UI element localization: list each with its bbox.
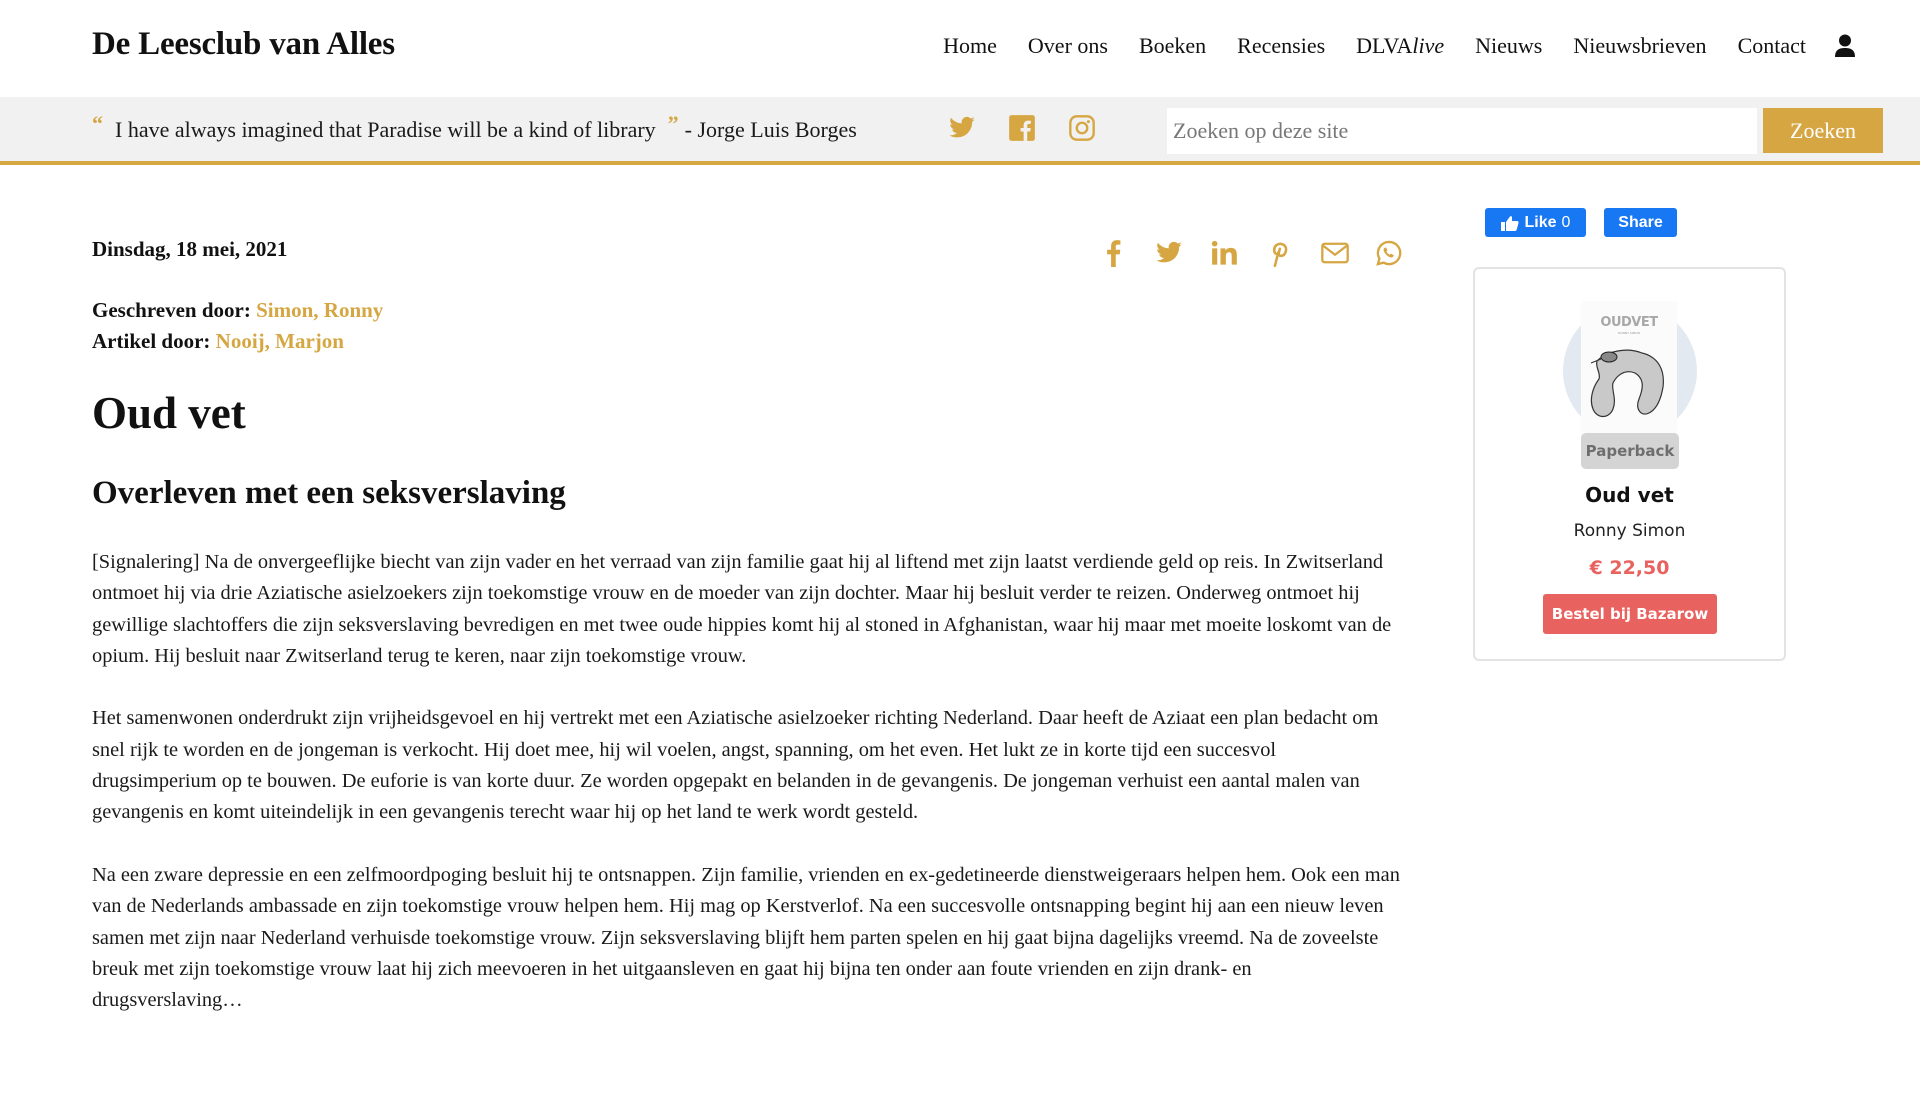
order-button[interactable]: Bestel bij Bazarow bbox=[1543, 594, 1717, 634]
site-header bbox=[0, 0, 1920, 97]
article-by bbox=[92, 326, 383, 357]
pinterest-icon[interactable] bbox=[1265, 239, 1293, 267]
article-paragraph: [Signalering] Na de onvergeeflijke biecht van zijn vader en het verraad van zijn familie gaat hij al liftend met zijn laatst verdiende geld op reis. In Zwitserland ontmoet hij via drie Aziatische asielzoekers zijn toekomstige vrouw en de moeder van zijn dochter. Maar hij besluit verder te reizen. Onderweg ontmoet hij gewillige slachtoffers die zijn seksverslaving bevredigen en met twee oude hippies komt hij al stoned in Afghanistan, waar hij maar met moeite loskomt van de opium. Hij besluit naar Zwitserland terug te keren, naar zijn toekomstige vrouw. bbox=[92, 551, 1392, 667]
main-nav bbox=[912, 33, 1856, 59]
page-subtitle: Overleven met een seksverslaving bbox=[92, 475, 566, 511]
nav-boeken[interactable]: Boeken bbox=[1138, 33, 1207, 58]
page-title: Oud vet bbox=[92, 388, 246, 438]
format-badge: Paperback bbox=[1581, 433, 1679, 469]
twitter-icon[interactable] bbox=[1155, 239, 1183, 267]
quote-open-icon: “ bbox=[92, 111, 103, 136]
cover-title: OUDVET bbox=[1600, 315, 1658, 330]
written-by bbox=[92, 295, 383, 326]
article-by-label: Artikel door: bbox=[92, 329, 211, 353]
article-date: Dinsdag, 18 mei, 2021 bbox=[92, 237, 288, 261]
written-by-link[interactable]: Simon, Ronny bbox=[256, 298, 384, 322]
book-price: € 22,50 bbox=[1589, 557, 1670, 579]
cover-author: RONNY SIMON bbox=[1618, 331, 1640, 335]
book-card bbox=[1473, 267, 1786, 661]
byline bbox=[92, 295, 383, 357]
share-icons bbox=[1100, 239, 1430, 267]
book-author: Ronny Simon bbox=[1573, 521, 1686, 541]
facebook-like-count: 0 bbox=[1561, 213, 1571, 231]
whatsapp-icon[interactable] bbox=[1375, 239, 1403, 267]
nav-dlvalive[interactable] bbox=[1356, 33, 1444, 59]
quote bbox=[92, 111, 857, 143]
facebook-like-label: Like bbox=[1524, 213, 1557, 231]
nav-nieuwsbrieven[interactable]: Nieuwsbrieven bbox=[1573, 33, 1707, 58]
written-by-label: Geschreven door: bbox=[92, 298, 251, 322]
social-links bbox=[948, 114, 1128, 142]
book-title[interactable]: Oud vet bbox=[1585, 483, 1674, 507]
article-paragraph: Na een zware depressie en een zelfmoordpoging besluit hij te ontsnappen. Zijn familie, vrienden en ex-gedetineerde dienstweigeraars helpen hem. Ook een man van de Nederlands ambassade en zijn toekomstige vrouw helpen hem. Hij mag op Kerstverlof. Na een succesvolle ontsnapping begint hij aan een nieuw leven samen met zijn naar Nederland verhuisde toekomstige vrouw. Zijn seksverslaving blijft hem parten spelen en hij gaat bijna dagelijks vreemd. Na de zoveelste breuk met zijn toekomstige vrouw laat hij zich meevoeren in het uitgaansleven en gaat hij bijna ten onder aan foute vrienden en zijn drank- en drugsverslaving… bbox=[92, 863, 1400, 1012]
article-body bbox=[92, 547, 1402, 1048]
book-cover-image[interactable] bbox=[1581, 301, 1677, 437]
nav-dlvalive-prefix: DLVA bbox=[1356, 33, 1413, 58]
nav-recensies[interactable]: Recensies bbox=[1237, 33, 1326, 58]
cover-illustration-icon bbox=[1587, 339, 1671, 429]
mail-icon[interactable] bbox=[1320, 239, 1348, 267]
search-button[interactable]: Zoeken bbox=[1763, 108, 1883, 153]
quote-bar bbox=[0, 97, 1920, 165]
nav-contact[interactable]: Contact bbox=[1737, 33, 1806, 58]
quote-text: I have always imagined that Paradise will be a kind of library bbox=[115, 117, 656, 142]
search-input[interactable] bbox=[1167, 108, 1757, 154]
article-by-link[interactable]: Nooij, Marjon bbox=[215, 329, 344, 353]
nav-home[interactable]: Home bbox=[943, 33, 997, 58]
nav-dlvalive-italic: live bbox=[1412, 33, 1445, 58]
quote-author: - Jorge Luis Borges bbox=[684, 117, 857, 142]
nav-nieuws[interactable]: Nieuws bbox=[1475, 33, 1543, 58]
thumbs-up-icon bbox=[1501, 215, 1519, 231]
instagram-icon[interactable] bbox=[1068, 114, 1096, 142]
twitter-icon[interactable] bbox=[948, 114, 976, 142]
site-logo[interactable]: De Leesclub van Alles bbox=[92, 26, 395, 62]
facebook-share-button[interactable]: Share bbox=[1604, 208, 1677, 237]
article-paragraph: Het samenwonen onderdrukt zijn vrijheidsgevoel en hij vertrekt met een Aziatische asielzoeker richting Nederland. Daar heeft de Aziaat een plan bedacht om snel rijk te worden en de jongeman is verkocht. Hij doet mee, hij wil voelen, angst, spanning, om het even. Het lukt ze in korte tijd een succesvol drugsimperium op te bouwen. De euforie is van korte duur. Ze worden opgepakt en belanden in de gevangenis. De jongeman verhuist een aantal malen van gevangenis en komt uiteindelijk in een gevangenis terecht waar hij op het land te werk wordt gesteld. bbox=[92, 707, 1379, 824]
user-icon[interactable] bbox=[1834, 34, 1856, 58]
nav-over-ons[interactable]: Over ons bbox=[1027, 33, 1108, 58]
linkedin-icon[interactable] bbox=[1210, 239, 1238, 267]
facebook-icon[interactable] bbox=[1008, 114, 1036, 142]
facebook-icon[interactable] bbox=[1100, 239, 1128, 267]
facebook-like-button[interactable] bbox=[1485, 208, 1586, 237]
quote-close-icon: ” bbox=[667, 111, 679, 136]
